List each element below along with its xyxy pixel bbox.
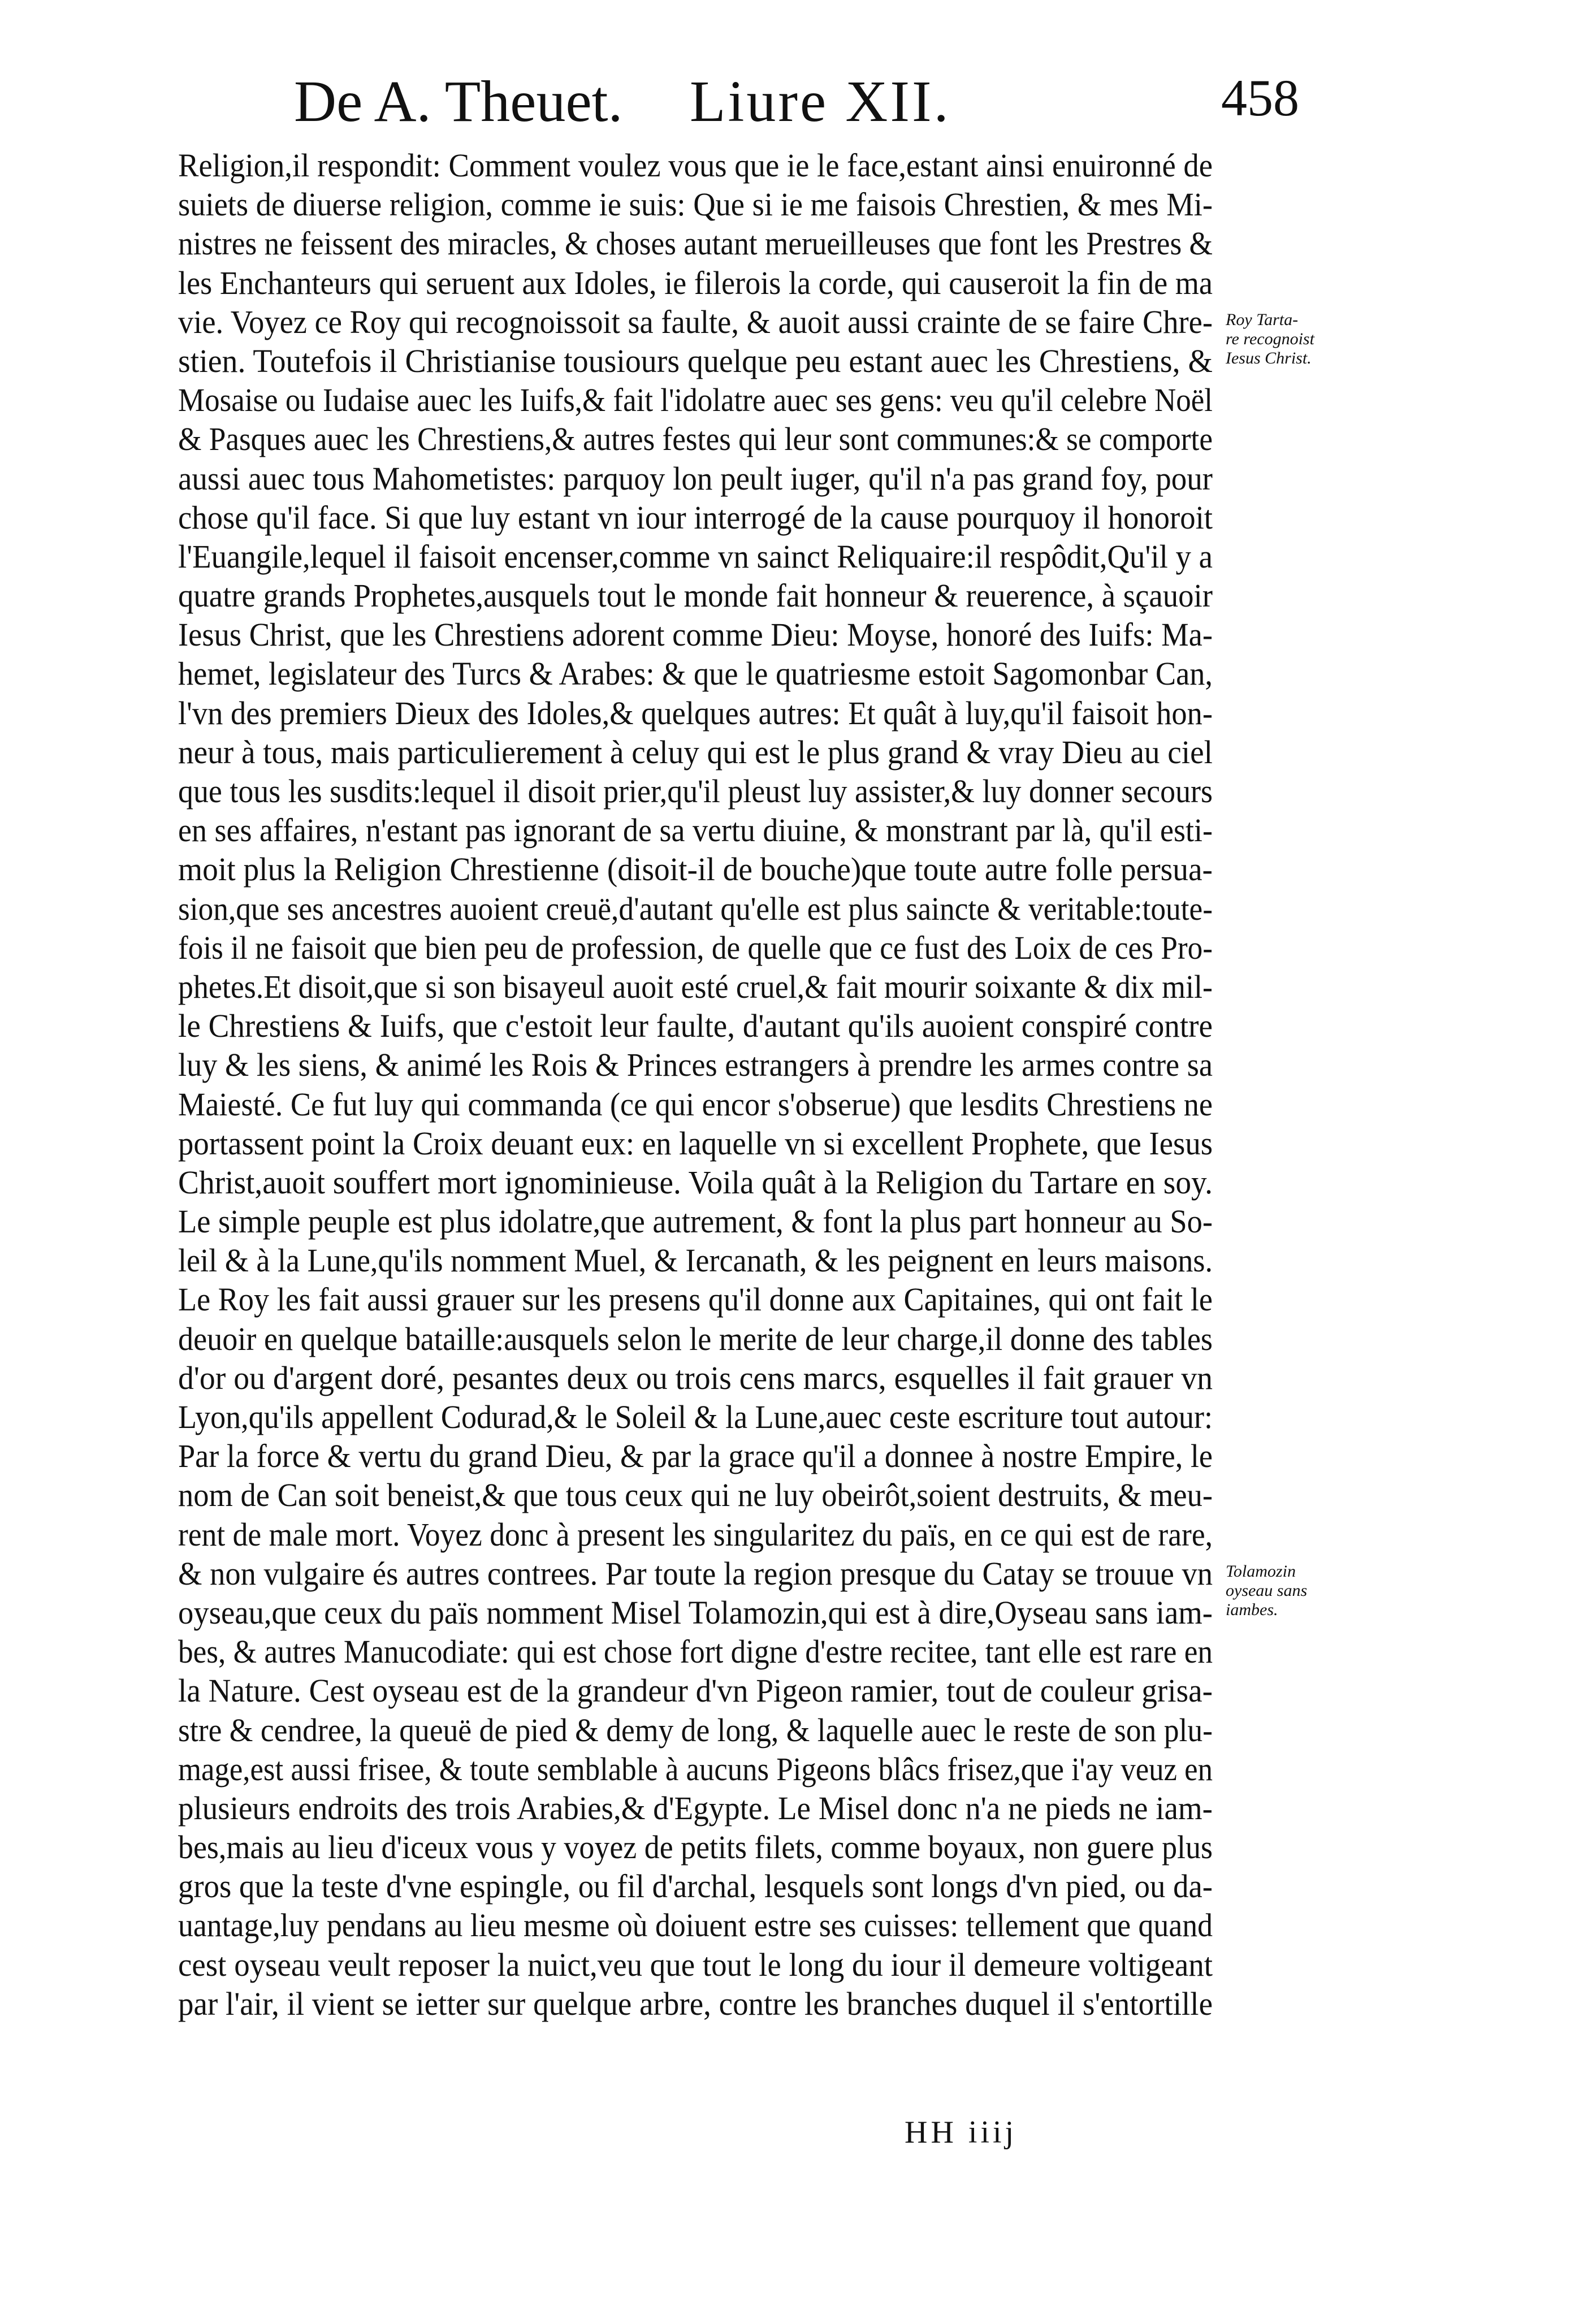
text-line: [178, 1711, 1213, 1750]
running-header: [294, 68, 1368, 153]
text-line-content: l'Euangile,lequel il faisoit encenser,comme vn sainct Reliquaire:il respôdit,Qu'il y a: [178, 538, 1213, 575]
text-line: [178, 1358, 1213, 1397]
margin-note-line: Roy Tarta-: [1226, 310, 1299, 329]
margin-note: [1226, 310, 1314, 368]
text-line-content: sion,que ses ancestres auoient creuë,d'autant qu'elle est plus saincte & veritable:toute-: [178, 890, 1213, 927]
text-line: [178, 1867, 1213, 1906]
text-line: [178, 498, 1213, 537]
text-line-content: plusieurs endroits des trois Arabies,& d'Egypte. Le Misel donc n'a ne pieds ne iam-: [178, 1789, 1213, 1827]
text-line-content: quatre grands Prophetes,ausquels tout le monde fait honneur & reuerence, à sçauoir: [178, 577, 1213, 614]
text-line: [178, 302, 1213, 341]
text-line: [178, 615, 1213, 654]
text-line-content: cest oyseau veult reposer la nuict,veu que tout le long du iour il demeure voltigeant: [178, 1946, 1213, 1983]
text-line-content: la Nature. Cest oyseau est de la grandeur d'vn Pigeon ramier, tout de couleur grisa-: [178, 1672, 1213, 1710]
text-line-content: Le simple peuple est plus idolatre,que autrement, & font la plus part honneur au So-: [178, 1203, 1213, 1240]
text-line: [178, 654, 1213, 693]
text-line: [178, 733, 1213, 772]
text-line-content: Mosaise ou Iudaise auec les Iuifs,& fait l'idolatre auec ses gens: veu qu'il celebre Noël: [178, 382, 1213, 419]
text-line: [178, 380, 1213, 419]
text-line: [178, 576, 1213, 615]
text-line-content: Religion,il respondit: Comment voulez vous que ie le face,estant ainsi enuironné de: [178, 147, 1213, 184]
text-line-content: vie. Voyez ce Roy qui recognoissoit sa faulte, & auoit aussi crainte de se faire Chre-: [178, 303, 1213, 340]
text-line: [178, 1632, 1213, 1671]
text-line-content: uantage,luy pendans au lieu mesme où doiuent estre ses cuisses: tellement que quand: [178, 1907, 1213, 1944]
text-line-content: Le Roy les fait aussi grauer sur les presens qu'il donne aux Capitaines, qui ont fait le: [178, 1281, 1213, 1318]
text-line: [178, 811, 1213, 850]
margin-note-line: iambes.: [1226, 1600, 1278, 1620]
text-line-content: portassent point la Croix deuant eux: en laquelle vn si excellent Prophete, que Iesus: [178, 1124, 1213, 1162]
text-line: [178, 1241, 1213, 1280]
text-line: [178, 1319, 1213, 1358]
text-line-content: gros que la teste d'vne espingle, ou fil d'archal, lesquels sont longs d'vn pied, ou da-: [178, 1868, 1213, 1905]
margin-note-line: oyseau sans: [1226, 1581, 1308, 1600]
text-line: [178, 889, 1213, 928]
text-line-content: rent de male mort. Voyez donc à present les singularitez du païs, en ce qui est de rare,: [178, 1516, 1213, 1553]
text-line-content: luy & les siens, & animé les Rois & Princes estrangers à prendre les armes contre sa: [178, 1046, 1213, 1084]
text-line: [178, 1554, 1213, 1593]
text-line-content: chose qu'il face. Si que luy estant vn iour interrogé de la cause pourquoy il honoroit: [178, 499, 1213, 536]
text-line: [178, 1671, 1213, 1710]
text-line-content: Lyon,qu'ils appellent Codurad,& le Soleil & la Lune,auec ceste escriture tout autour:: [178, 1399, 1213, 1435]
text-line-content: fois il ne faisoit que bien peu de profession, de quelle que ce fust des Loix de ces Pro-: [178, 929, 1213, 966]
text-line-content: hemet, legislateur des Turcs & Arabes: & que le quatriesme estoit Sagomonbar Can,: [178, 655, 1213, 693]
text-line: [178, 1984, 1213, 2023]
text-line-content: suiets de diuerse religion, comme ie suis: Que si ie me faisois Chrestien, & mes Mi-: [178, 186, 1213, 223]
header-book: Liure XII.: [690, 69, 951, 134]
text-line: [178, 850, 1213, 889]
text-line-content: d'or ou d'argent doré, pesantes deux ou trois cens marcs, esquelles il fait grauer vn: [178, 1359, 1213, 1396]
text-line: [178, 1789, 1213, 1828]
margin-note-line: Tolamozin: [1226, 1562, 1296, 1581]
text-line: [178, 1515, 1213, 1554]
text-line-content: en ses affaires, n'estant pas ignorant de sa vertu diuine, & monstrant par là, qu'il esti-: [178, 812, 1213, 849]
text-line: [178, 419, 1213, 458]
text-line: [178, 1593, 1213, 1632]
text-line: [178, 263, 1213, 302]
margin-note-line: re recognoist: [1226, 329, 1314, 348]
body-text: [178, 146, 1213, 2023]
text-line-content: que tous les susdits:lequel il disoit prier,qu'il pleust luy assister,& luy donner secours: [178, 773, 1213, 810]
text-line-content: nistres ne feissent des miracles, & choses autant merueilleuses que font les Prestres &: [178, 225, 1213, 262]
text-line-content: & non vulgaire és autres contrees. Par toute la region presque du Catay se trouue vn: [178, 1555, 1213, 1592]
text-line-content: aussi auec tous Mahometistes: parquoy lon peult iuger, qu'il n'a pas grand foy, pour: [178, 460, 1213, 497]
text-line: [178, 1945, 1213, 1984]
text-line-content: nom de Can soit beneist,& que tous ceux qui ne luy obeirôt,soient destruits, & meu-: [178, 1477, 1213, 1514]
text-line: [178, 341, 1213, 380]
text-line-content: par l'air, il vient se ietter sur quelque arbre, contre les branches duquel il s'entortille: [178, 1985, 1213, 2022]
text-line-content: deuoir en quelque bataille:ausquels selon le merite de leur charge,il donne des tables: [178, 1320, 1213, 1357]
text-line: [178, 967, 1213, 1006]
text-line: [178, 694, 1213, 733]
text-line-content: Christ,auoit souffert mort ignominieuse. Voila quât à la Religion du Tartare en soy.: [178, 1163, 1213, 1201]
text-line: [178, 1750, 1213, 1789]
page-number: 458: [1221, 69, 1299, 127]
text-line: [178, 1163, 1213, 1202]
text-line: [178, 1397, 1213, 1436]
text-line: [178, 146, 1213, 185]
text-line: [178, 1436, 1213, 1475]
text-line: [178, 1085, 1213, 1124]
text-line-content: les Enchanteurs qui seruent aux Idoles, ie filerois la corde, qui causeroit la fin de ma: [178, 264, 1213, 301]
signature-mark: HH iiij: [905, 2115, 1018, 2150]
text-line-content: oyseau,que ceux du païs nomment Misel Tolamozin,qui est à dire,Oyseau sans iam-: [178, 1594, 1213, 1631]
text-line: [178, 1006, 1213, 1045]
text-line-content: Maiesté. Ce fut luy qui commanda (ce qui encor s'obserue) que lesdits Chrestiens ne: [178, 1085, 1213, 1123]
text-line: [178, 185, 1213, 224]
text-line: [178, 1124, 1213, 1163]
text-line: [178, 1828, 1213, 1867]
text-line: [178, 1475, 1213, 1514]
margin-note: [1226, 1562, 1307, 1620]
text-line-content: leil & à la Lune,qu'ils nomment Muel, & Iercanath, & les peignent en leurs maisons.: [178, 1242, 1213, 1279]
text-line-content: le Chrestiens & Iuifs, que c'estoit leur faulte, d'autant qu'ils auoient conspiré contre: [178, 1007, 1213, 1045]
text-line-content: mage,est aussi frisee, & toute semblable à aucuns Pigeons blâcs frisez,que i'ay veuz en: [178, 1750, 1213, 1788]
text-line: [178, 1906, 1213, 1945]
text-line-content: stien. Toutefois il Christianise tousiours quelque peu estant auec les Chrestiens, &: [178, 342, 1213, 379]
margin-note-line: Iesus Christ.: [1226, 348, 1312, 367]
text-line: [178, 537, 1213, 576]
text-line: [178, 1045, 1213, 1084]
text-line-content: Iesus Christ, que les Chrestiens adorent comme Dieu: Moyse, honoré des Iuifs: Ma-: [178, 616, 1213, 654]
text-line-content: bes, & autres Manucodiate: qui est chose fort digne d'estre recitee, tant elle est rare en: [178, 1633, 1213, 1670]
text-line-content: phetes.Et disoit,que si son bisayeul auoit esté cruel,& fait mourir soixante & dix mil-: [178, 968, 1213, 1005]
text-line: [178, 224, 1213, 263]
text-line-content: bes,mais au lieu d'iceux vous y voyez de petits filets, comme boyaux, non guere plus: [178, 1829, 1213, 1866]
header-author: De A. Theuet.: [294, 69, 623, 134]
text-line: [178, 1202, 1213, 1241]
text-line-content: l'vn des premiers Dieux des Idoles,& quelques autres: Et quât à luy,qu'il faisoit hon-: [178, 694, 1213, 732]
text-line-content: neur à tous, mais particulierement à celuy qui est le plus grand & vray Dieu au ciel: [178, 733, 1213, 771]
text-line-content: & Pasques auec les Chrestiens,& autres festes qui leur sont communes:& se comporte: [178, 421, 1213, 458]
text-line: [178, 772, 1213, 811]
text-line: [178, 459, 1213, 498]
text-line-content: moit plus la Religion Chrestienne (disoit-il de bouche)que toute autre folle persua-: [178, 851, 1213, 888]
text-line: [178, 928, 1213, 967]
text-line-content: stre & cendree, la queuë de pied & demy de long, & laquelle auec le reste de son plu-: [178, 1711, 1213, 1749]
text-line: [178, 1280, 1213, 1319]
text-line-content: Par la force & vertu du grand Dieu, & par la grace qu'il a donnee à nostre Empire, le: [178, 1438, 1213, 1475]
